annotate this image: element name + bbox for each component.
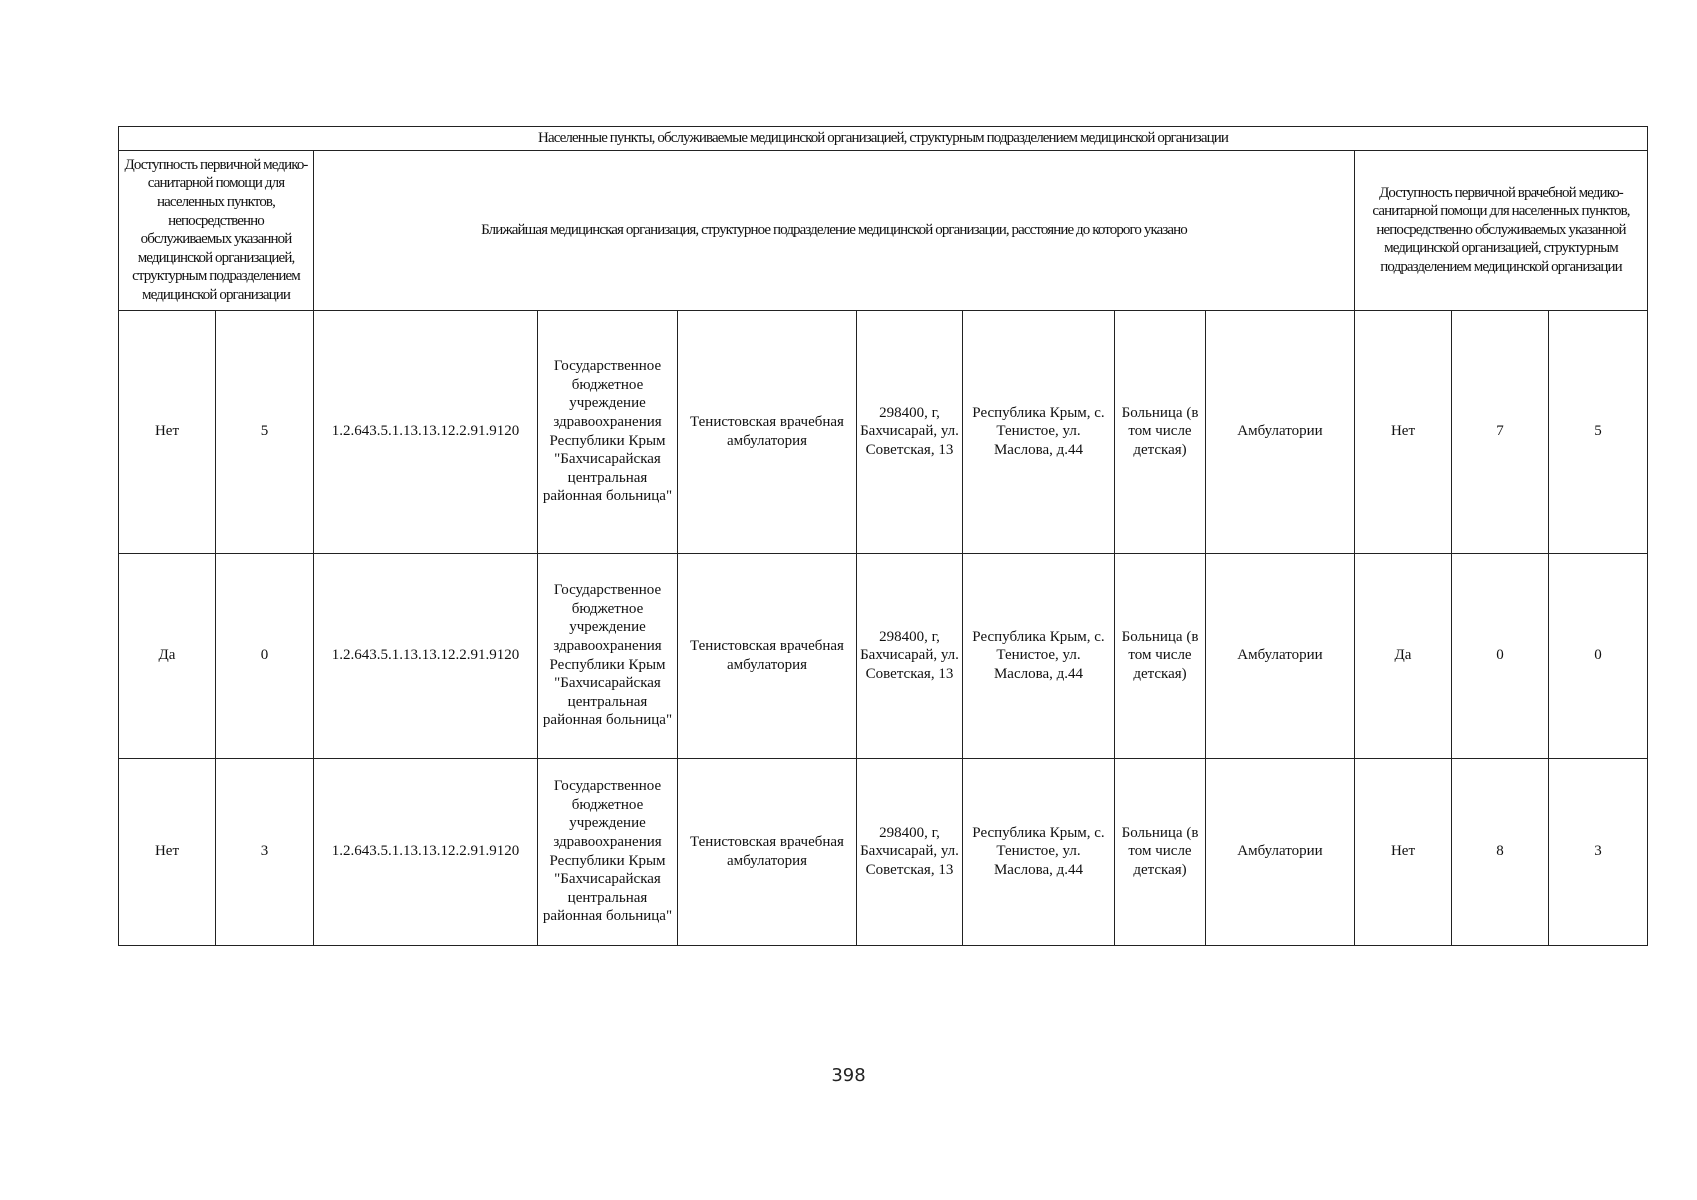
settlements-table — [118, 126, 1648, 946]
cell-access: Да — [119, 553, 216, 758]
cell-value-a: 8 — [1452, 758, 1549, 945]
cell-organization: Государственное бюджетное учреждение здравоохранения Республики Крым "Бахчисарайская центральная районная больница" — [538, 553, 678, 758]
page-number: 398 — [831, 1065, 866, 1086]
cell-oid: 1.2.643.5.1.13.13.12.2.91.9120 — [314, 758, 538, 945]
cell-address: Республика Крым, с. Тенистое, ул. Маслова, д.44 — [963, 553, 1115, 758]
cell-value-b: 0 — [1549, 553, 1648, 758]
cell-doctor-access: Да — [1355, 553, 1452, 758]
cell-value-a: 7 — [1452, 310, 1549, 553]
cell-access: Нет — [119, 310, 216, 553]
table-row — [119, 553, 1648, 758]
header-primary-care-access: Доступность первичной медико-санитарной помощи для населенных пунктов, непосредственно обслуживаемых указанной медицинской организацией, структурным подразделением медицинской организации — [119, 150, 314, 310]
cell-unit: Тенистовская врачебная амбулатория — [678, 553, 857, 758]
cell-access: Нет — [119, 758, 216, 945]
cell-oid: 1.2.643.5.1.13.13.12.2.91.9120 — [314, 310, 538, 553]
cell-oid: 1.2.643.5.1.13.13.12.2.91.9120 — [314, 553, 538, 758]
cell-address: Республика Крым, с. Тенистое, ул. Маслова, д.44 — [963, 758, 1115, 945]
cell-type: Больница (в том числе детская) — [1115, 758, 1206, 945]
cell-legal-address: 298400, г, Бахчисарай, ул. Советская, 13 — [857, 310, 963, 553]
table-row — [119, 758, 1648, 945]
cell-value-b: 5 — [1549, 310, 1648, 553]
cell-distance: 0 — [216, 553, 314, 758]
cell-category: Амбулатории — [1206, 553, 1355, 758]
cell-organization: Государственное бюджетное учреждение здравоохранения Республики Крым "Бахчисарайская центральная районная больница" — [538, 310, 678, 553]
cell-type: Больница (в том числе детская) — [1115, 553, 1206, 758]
table-caption: Населенные пункты, обслуживаемые медицинской организацией, структурным подразделением медицинской организации — [119, 127, 1648, 151]
cell-unit: Тенистовская врачебная амбулатория — [678, 310, 857, 553]
cell-category: Амбулатории — [1206, 758, 1355, 945]
cell-doctor-access: Нет — [1355, 310, 1452, 553]
cell-distance: 3 — [216, 758, 314, 945]
cell-value-b: 3 — [1549, 758, 1648, 945]
cell-category: Амбулатории — [1206, 310, 1355, 553]
cell-legal-address: 298400, г, Бахчисарай, ул. Советская, 13 — [857, 758, 963, 945]
cell-doctor-access: Нет — [1355, 758, 1452, 945]
header-doctor-care-access: Доступность первичной врачебной медико-санитарной помощи для населенных пунктов, непосредственно обслуживаемых указанной медицинской организацией, структурным подразделением медицинской организации — [1355, 150, 1648, 310]
cell-legal-address: 298400, г, Бахчисарай, ул. Советская, 13 — [857, 553, 963, 758]
cell-value-a: 0 — [1452, 553, 1549, 758]
cell-organization: Государственное бюджетное учреждение здравоохранения Республики Крым "Бахчисарайская центральная районная больница" — [538, 758, 678, 945]
table-row — [119, 310, 1648, 553]
cell-distance: 5 — [216, 310, 314, 553]
cell-address: Республика Крым, с. Тенистое, ул. Маслова, д.44 — [963, 310, 1115, 553]
cell-type: Больница (в том числе детская) — [1115, 310, 1206, 553]
cell-unit: Тенистовская врачебная амбулатория — [678, 758, 857, 945]
header-nearest-organization: Ближайшая медицинская организация, структурное подразделение медицинской организации, расстояние до которого указано — [314, 150, 1355, 310]
